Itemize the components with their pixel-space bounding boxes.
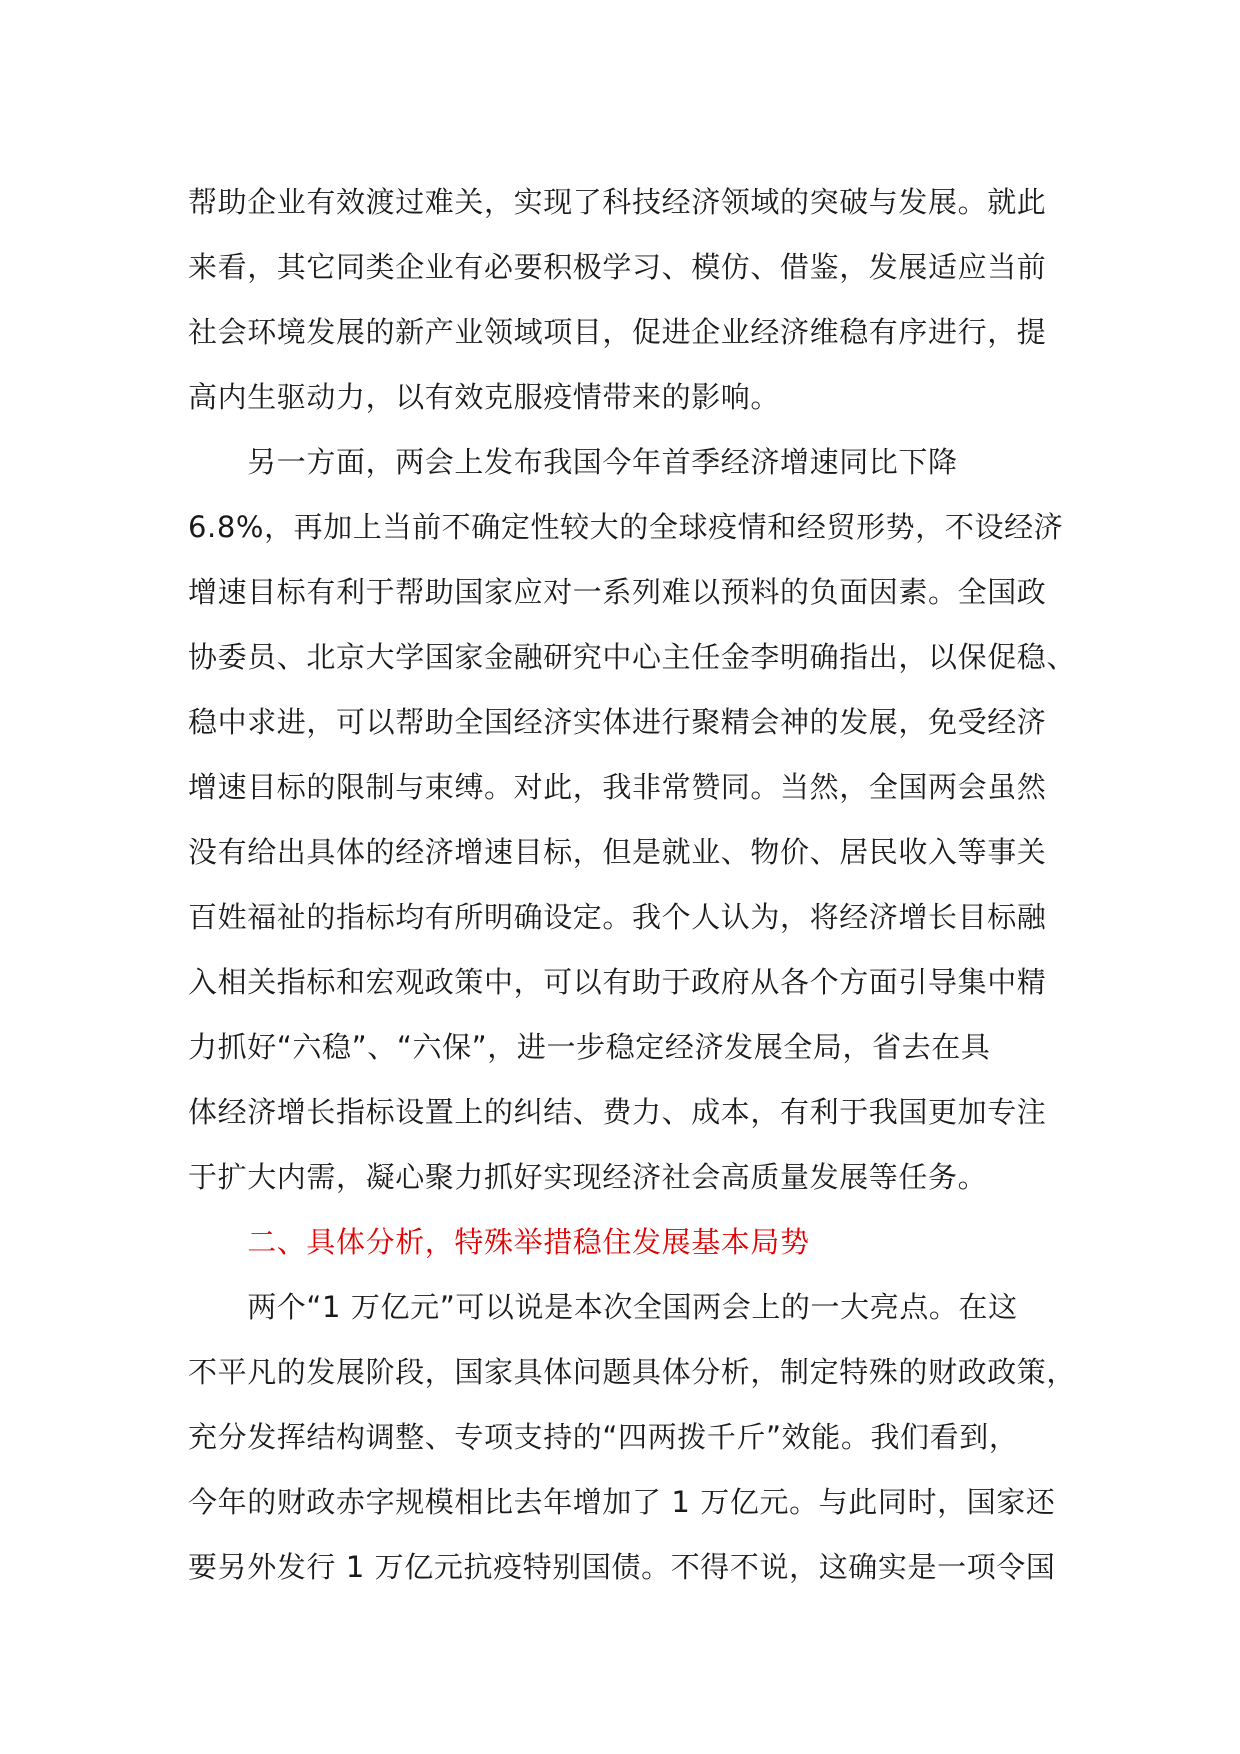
text-line: 体经济增长指标设置上的纠结、费力、成本，有利于我国更加专注 <box>188 1095 1047 1129</box>
text-line: 力抓好“六稳”、“六保”，进一步稳定经济发展全局，省去在具 <box>188 1030 991 1064</box>
text-line: 帮助企业有效渡过难关，实现了科技经济领域的突破与发展。就此 <box>188 185 1047 219</box>
text-line: 另一方面，两会上发布我国今年首季经济增速同比下降 <box>188 445 958 479</box>
document-body <box>188 170 1080 1600</box>
text-line: 增速目标有利于帮助国家应对一系列难以预料的负面因素。全国政 <box>188 575 1047 609</box>
text-line: 入相关指标和宏观政策中，可以有助于政府从各个方面引导集中精 <box>188 965 1047 999</box>
text-line: 充分发挥结构调整、专项支持的“四两拨千斤”效能。我们看到， <box>188 1420 1019 1454</box>
text-line: 要另外发行 1 万亿元抗疫特别国债。不得不说，这确实是一项令国 <box>188 1550 1056 1584</box>
text-line: 高内生驱动力，以有效克服疫情带来的影响。 <box>188 380 781 414</box>
text-line: 来看，其它同类企业有必要积极学习、模仿、借鉴，发展适应当前 <box>188 250 1047 284</box>
text-line: 协委员、北京大学国家金融研究中心主任金李明确指出，以保促稳、 <box>188 640 1077 674</box>
text-line: 于扩大内需，凝心聚力抓好实现经济社会高质量发展等任务。 <box>188 1160 988 1194</box>
section-heading: 二、具体分析，特殊举措稳住发展基本局势 <box>188 1225 810 1259</box>
text-line: 增速目标的限制与束缚。对此，我非常赞同。当然，全国两会虽然 <box>188 770 1047 804</box>
text-line: 今年的财政赤字规模相比去年增加了 1 万亿元。与此同时，国家还 <box>188 1485 1056 1519</box>
text-line: 不平凡的发展阶段，国家具体问题具体分析，制定特殊的财政政策， <box>188 1355 1077 1389</box>
text-line: 两个“1 万亿元”可以说是本次全国两会上的一大亮点。在这 <box>188 1290 1018 1324</box>
text-line: 6.8%，再加上当前不确定性较大的全球疫情和经贸形势，不设经济 <box>188 510 1064 544</box>
text-line: 社会环境发展的新产业领域项目，促进企业经济维稳有序进行，提 <box>188 315 1047 349</box>
text-line: 没有给出具体的经济增速目标，但是就业、物价、居民收入等事关 <box>188 835 1047 869</box>
text-line: 百姓福祉的指标均有所明确设定。我个人认为，将经济增长目标融 <box>188 900 1047 934</box>
text-line: 稳中求进，可以帮助全国经济实体进行聚精会神的发展，免受经济 <box>188 705 1047 739</box>
